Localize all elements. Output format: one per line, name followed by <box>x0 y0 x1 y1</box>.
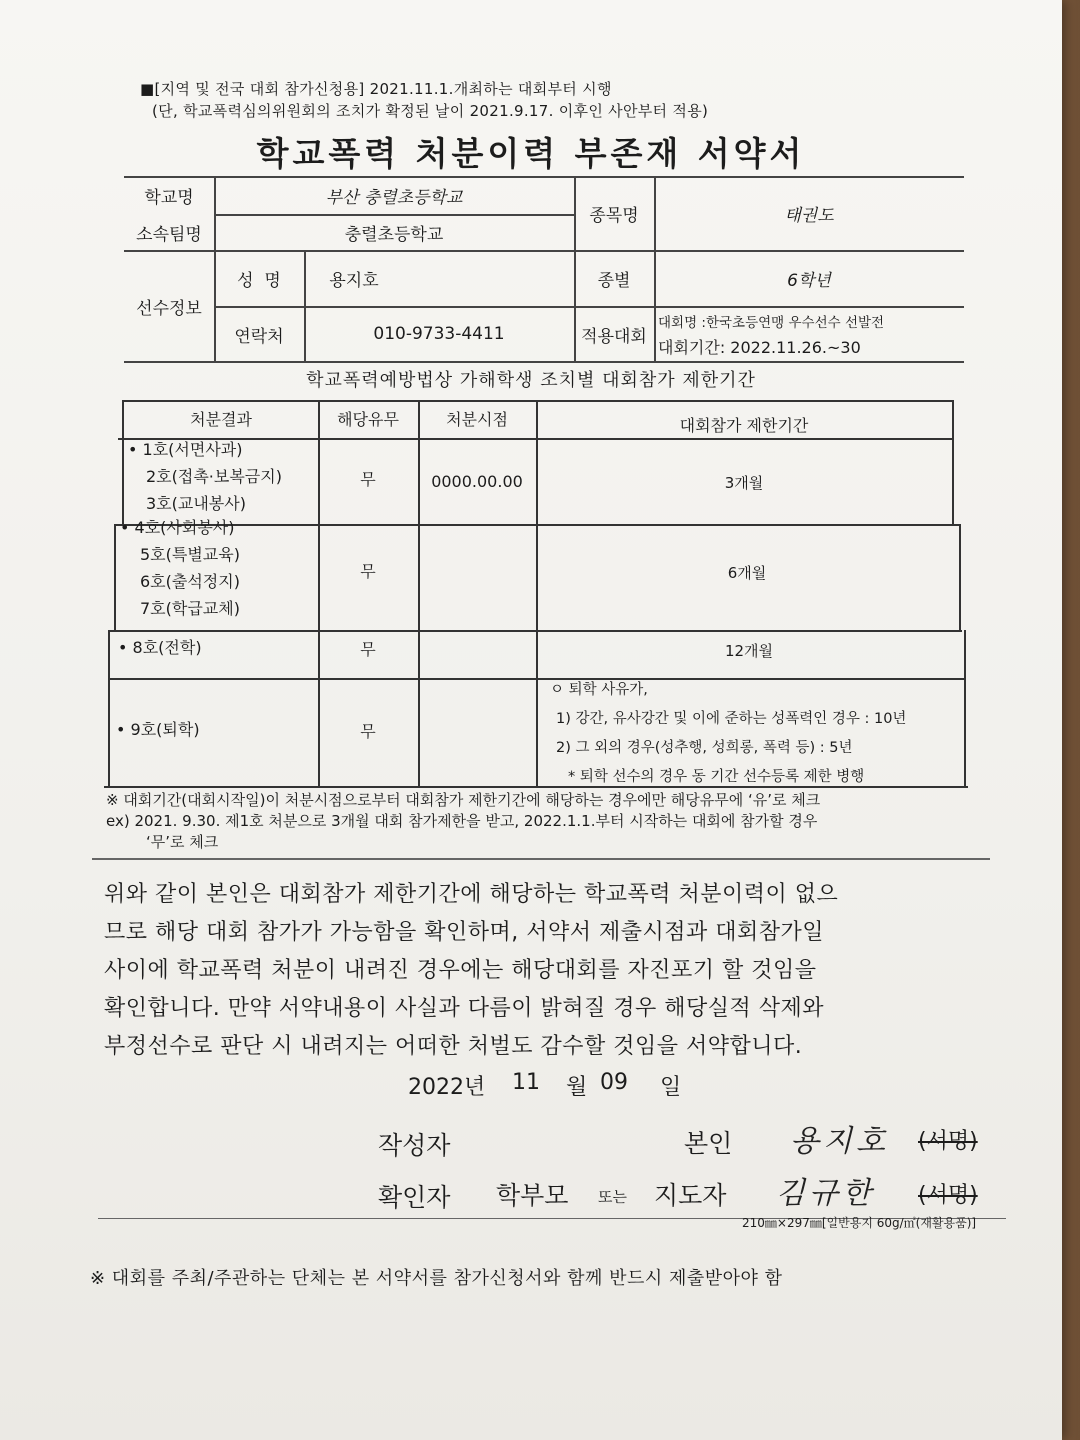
header-line-1: ■[지역 및 전국 대회 참가신청용] 2021.11.1.개최하는 대회부터 시행 <box>140 80 612 98</box>
limit-line: 1) 강간, 유사강간 및 이에 준하는 성폭력인 경우 : 10년 <box>556 711 907 727</box>
date-day-unit: 일 <box>660 1075 682 1100</box>
header-applicable: 해당유무 <box>337 410 399 429</box>
event-info <box>658 306 964 362</box>
row1-applicable: 무 <box>360 470 376 489</box>
result-item: 3호(교내봉사) <box>146 494 246 513</box>
header-date: 처분시점 <box>446 410 508 429</box>
event-name: 대회명 :한국초등연맹 우수선수 선발전 <box>658 314 885 331</box>
limit-line: * 퇴학 선수의 경우 동 기간 선수등록 제한 병행 <box>568 769 865 785</box>
example-2: ‘무’로 체크 <box>146 833 219 851</box>
name-value: 용지호 <box>329 270 379 291</box>
parent-label: 학부모 <box>496 1181 569 1210</box>
header-line-2: (단, 학교폭력심의위원회의 조치가 확정된 날이 2021.9.17. 이후인 사안부터 적용) <box>152 102 709 120</box>
row2-limit: 6개월 <box>727 564 767 582</box>
team-label: 소속팀명 <box>136 224 202 245</box>
row3-limit: 12개월 <box>724 642 774 660</box>
penalty-table <box>104 400 968 788</box>
contact-label: 연락처 <box>234 326 284 347</box>
school-label: 학교명 <box>144 187 194 208</box>
header-limit: 대회참가 제한기간 <box>679 416 809 435</box>
player-info-label: 선수정보 <box>136 298 202 319</box>
team-value: 충렬초등학교 <box>344 224 444 245</box>
result-item: 5호(특별교육) <box>140 545 240 564</box>
info-table <box>124 176 964 362</box>
school-value: 부산 충렬초등학교 <box>325 187 463 208</box>
result-item: 7호(학급교체) <box>140 599 240 618</box>
document-title: 학교폭력 처분이력 부존재 서약서 <box>256 134 806 173</box>
pledge-text <box>104 876 984 1066</box>
event-label: 적용대회 <box>581 326 647 347</box>
header-note <box>140 78 708 122</box>
result-item: • 1호(서면사과) <box>128 440 243 459</box>
date-month-unit: 월 <box>566 1075 588 1100</box>
sport-value: 태권도 <box>784 205 834 226</box>
category-value: 6학년 <box>787 270 831 291</box>
date-year: 2022년 <box>408 1075 486 1100</box>
row4-result: • 9호(퇴학) <box>116 720 200 739</box>
row2-results <box>120 514 240 622</box>
category-label: 종별 <box>597 270 631 291</box>
example-1: ex) 2021. 9.30. 제1호 처분으로 3개월 대회 참가제한을 받고, 2022.1.1.부터 시작하는 대회에 참가할 경우 <box>106 812 818 830</box>
row2-applicable: 무 <box>360 562 376 581</box>
date-month: 11 <box>512 1070 540 1095</box>
header-result: 처분결과 <box>190 410 252 429</box>
row1-limit: 3개월 <box>724 474 764 492</box>
row1-results <box>128 436 282 517</box>
limit-line: 2) 그 외의 경우(성추행, 성희롱, 폭력 등) : 5년 <box>556 740 853 756</box>
limit-line: ㅇ 퇴학 사유가, <box>550 682 648 698</box>
self-signature: 용지호 <box>790 1124 889 1159</box>
row4-applicable: 무 <box>360 722 376 741</box>
result-item: 2호(접촉·보복금지) <box>146 467 282 486</box>
coach-label: 지도자 <box>654 1181 727 1210</box>
row1-date: 0000.00.00 <box>431 472 523 491</box>
row3-result: • 8호(전학) <box>118 638 202 657</box>
result-item: • 4호(사회봉사) <box>120 518 235 537</box>
paper-spec: 210㎜×297㎜[일반용지 60g/㎡(재활용품)] <box>742 1216 977 1230</box>
date-day: 09 <box>600 1070 628 1095</box>
confirm-label: 확인자 <box>378 1183 451 1212</box>
notes <box>106 790 820 853</box>
contact-value: 010-9733-4411 <box>373 324 505 344</box>
pledge-line: 므로 해당 대회 참가가 가능함을 확인하며, 서약서 제출시점과 대회참가일 <box>104 920 825 945</box>
row4-limit <box>550 676 906 792</box>
limit-table-title: 학교폭력예방법상 가해학생 조치별 대회참가 제한기간 <box>306 370 756 391</box>
row3-applicable: 무 <box>360 640 376 659</box>
name-label: 성 명 <box>237 270 281 291</box>
or-label: 또는 <box>598 1188 627 1206</box>
event-period: 대회기간: 2022.11.26.~30 <box>658 337 861 357</box>
self-label: 본인 <box>684 1129 733 1158</box>
coach-seal: (서명) <box>918 1183 978 1208</box>
pledge-line: 확인합니다. 만약 서약내용이 사실과 다름이 밝혀질 경우 해당실적 삭제와 <box>104 996 825 1021</box>
footer-note: ※ 대회를 주최/주관하는 단체는 본 서약서를 참가신청서와 함께 반드시 제출받아야 함 <box>90 1268 783 1289</box>
author-label: 작성자 <box>378 1131 451 1160</box>
self-seal: (서명) <box>918 1129 978 1154</box>
pledge-line: 위와 같이 본인은 대회참가 제한기간에 해당하는 학교폭력 처분이력이 없으 <box>104 882 839 907</box>
pledge-line: 사이에 학교폭력 처분이 내려진 경우에는 해당대회를 자진포기 할 것임을 <box>104 958 817 983</box>
pledge-line: 부정선수로 판단 시 내려지는 어떠한 처벌도 감수할 것임을 서약합니다. <box>104 1034 803 1059</box>
coach-signature: 김규한 <box>776 1176 875 1211</box>
sport-label: 종목명 <box>589 205 639 226</box>
result-item: 6호(출석정지) <box>140 572 240 591</box>
note-1: ※ 대회기간(대회시작일)이 처분시점으로부터 대회참가 제한기간에 해당하는 경우에만 해당유무에 ‘유’로 체크 <box>106 791 821 809</box>
divider <box>92 858 990 860</box>
